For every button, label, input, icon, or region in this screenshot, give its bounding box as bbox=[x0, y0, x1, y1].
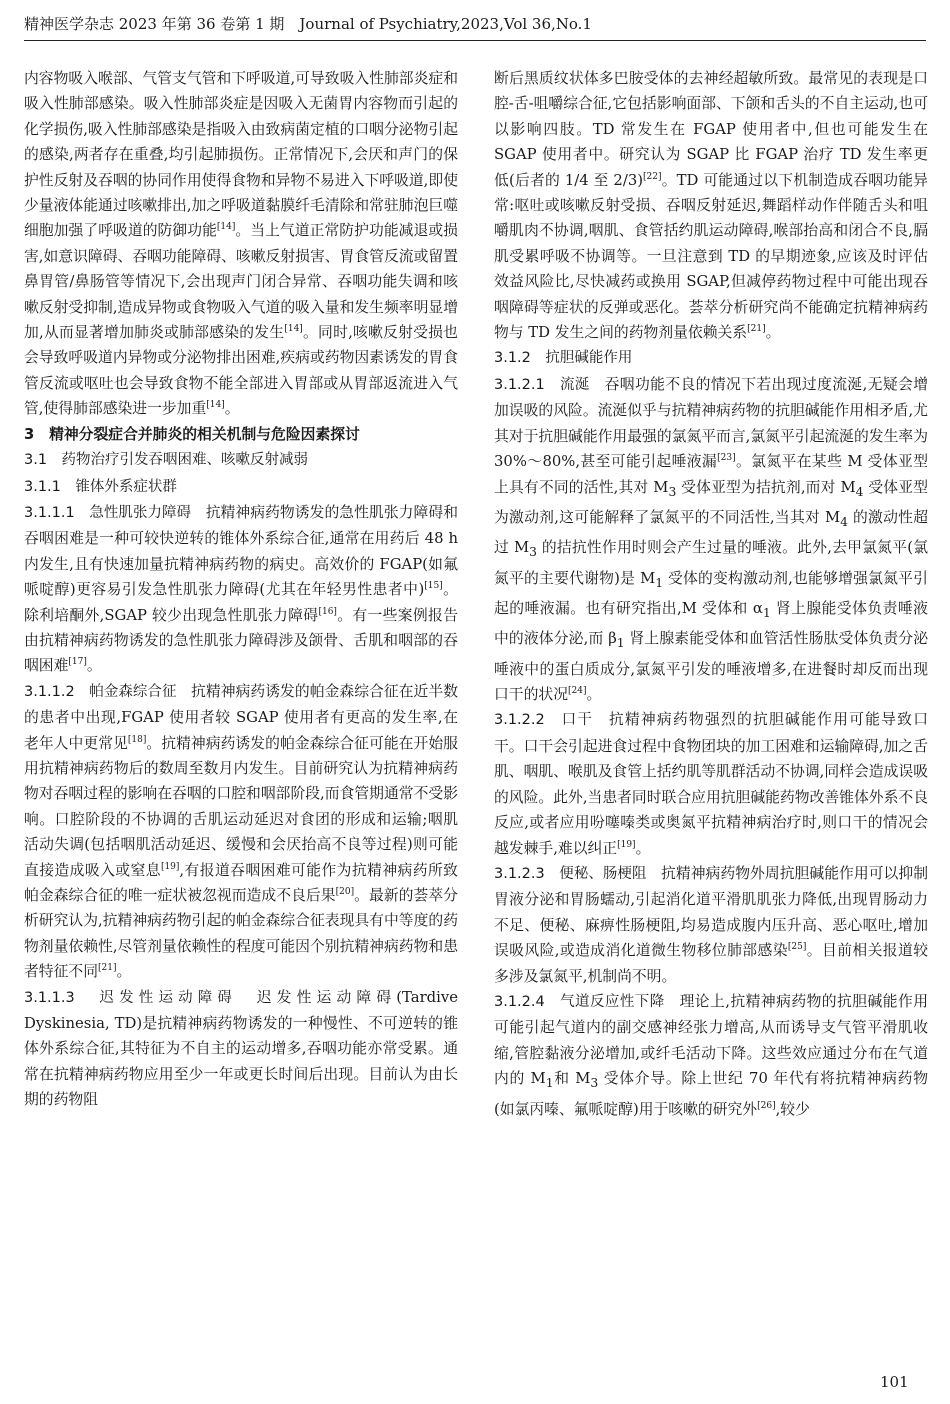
paragraph-td-continued: 断后黑质纹状体多巴胺受体的去神经超敏所致。最常见的表现是口腔-舌-咀嚼综合征,它包括影响面部、下颌和舌头的不自主运动,也可以影响四肢。TD 常发生在 FGAP 使用者中,但也可能发生在 SGAP 使用者中。研究认为 SGAP 比 FGAP 治疗 TD 发生率更低(后者的 1/4 至 2/3)[22]。TD 可能通过以下机制造成吞咽功能异常:呕吐或咳嗽反射受损、吞咽反射延迟,舞蹈样动作伴随舌头和咀嚼肌肉不协调,咽肌、食管括约肌运动障碍,喉部抬高和闭合不良,膈肌受累呼吸不协调等。一旦注意到 TD 的早期迹象,应该及时评估效益风险比,尽快减药或换用 SGAP,但减停药物过程中可能出现吞咽障碍等症状的反弹或恶化。荟萃分析研究尚不能确定抗精神病药物与 TD 发生之间的药物剂量依赖关系[21]。 bbox=[494, 70, 928, 342]
section-heading-3-1-2: 3.1.2 抗胆碱能作用 bbox=[494, 350, 633, 367]
section-heading-3-1-1: 3.1.1 锥体外系症状群 bbox=[24, 478, 177, 495]
journal-running-header: 精神医学杂志 2023 年第 36 卷第 1 期 Journal of Psychiatry,2023,Vol 36,No.1 bbox=[24, 14, 926, 41]
citation-14b: [14] bbox=[284, 324, 303, 335]
paragraph-aspiration-mechanism: 内容物吸入喉部、气管支气管和下呼吸道,可导致吸入性肺部炎症和吸入性肺部感染。吸入性肺部炎症是因吸入无菌胃内容物而引起的化学损伤,吸入性肺部感染是指吸入由致病菌定植的口咽分泌物引起的感染,两者存在重叠,均引起肺损伤。正常情况下,会厌和声门的保护性反射及吞咽的协同作用使得食物和异物不易进入下呼吸道,即使少量液体能通过咳嗽排出,加之呼吸道黏膜纤毛清除和常驻肺泡巨噬细胞加强了呼吸道的防御功能[14]。当上气道正常防护功能减退或损害,如意识障碍、吞咽功能障碍、咳嗽反射损害、胃食管反流或留置鼻胃管/鼻肠管等情况下,会出现声门闭合异常、吞咽功能失调和咳嗽反射受抑制,造成异物或食物吸入气道的吸入量和发生频率明显增加,从而显著增加肺炎或肺部感染的发生[14]。同时,咳嗽反射受损也会导致呼吸道内异物或分泌物排出困难,疾病或药物因素诱发的胃食管反流或呕吐也会导致食物不能全部进入胃部或从胃部返流进入气管,使得肺部感染进一步加重[14]。 bbox=[24, 70, 458, 418]
section-heading-3: 3 精神分裂症合并肺炎的相关机制与危险因素探讨 bbox=[24, 425, 360, 443]
paragraph-tardive-dyskinesia: 3.1.1.3 迟发性运动障碍 迟发性运动障碍(Tardive Dyskinesia, TD)是抗精神病药物诱发的一种慢性、不可逆转的锥体外系综合征,其特征为不自主的运动增多,吞咽功能亦常受累。通常在抗精神病药物应用至少一年或更长时间后出现。目前认为由长期的药物阻 bbox=[24, 988, 458, 1109]
paragraph-airway-reactivity: 3.1.2.4 气道反应性下降 理论上,抗精神病药物的抗胆碱能作用可能引起气道内的副交感神经张力增高,从而诱导支气管平滑肌收缩,管腔黏液分泌增加,或纤毛活动下降。这些效应通过分布在气道内的 $M_1$和 $M_3$ 受体介导。除上世纪 70 年代有将抗精神病药物(如氯丙嗪、氟哌啶醇)用于咳嗽的研究外[26],较少 bbox=[494, 992, 928, 1118]
page-number: 101 bbox=[880, 1373, 909, 1391]
paragraph-parkinsonism: 3.1.1.2 帕金森综合征 抗精神病药诱发的帕金森综合征在近半数的患者中出现,FGAP 使用者较 SGAP 使用者有更高的发生率,在老年人中更常见[18]。抗精神病药诱发的帕金森综合征可能在开始服用抗精神病药物后的数周至数月内发生。目前研究认为抗精神病药物对吞咽过程的影响在吞咽的口腔和咽部阶段,而食管期通常不受影响。口腔阶段的不协调的舌肌运动延迟对食团的形成和运输;咽肌活动失调(包括咽肌活动延迟、缓慢和会厌抬高不良等过程)则可能直接造成吸入或窒息[19],有报道吞咽困难可能作为抗精神病药所致帕金森综合征的唯一症状被忽视而造成不良后果[20]。最新的荟萃分析研究认为,抗精神病药物引起的帕金森综合征表现具有中等度的药物剂量依赖性,尽管剂量依赖性的程度可能因个别抗精神病药物和患者特征不同[21]。 bbox=[24, 682, 458, 981]
right-column bbox=[494, 66, 928, 1122]
paragraph-sialorrhea: 3.1.2.1 流涎 吞咽功能不良的情况下若出现过度流涎,无疑会增加误吸的风险。流涎似乎与抗精神病药物的抗胆碱能作用相矛盾,尤其对于抗胆碱能作用最强的氯氮平而言,氯氮平引起流涎的发生率为 30%～80%,甚至可能引起唾液漏[23]。氯氮平在某些 M 受体亚型上具有不同的活性,其对 $M_3$ 受体亚型为拮抗剂,而对 $M_4$ 受体亚型为激动剂,这可能解释了氯氮平的不同活性,当其对 $M_4$ 的激动性超过 $M_3$ 的拮抗性作用时则会产生过量的唾液。此外,去甲氯氮平(氯氮平的主要代谢物)是 $M_1$ 受体的变构激动剂,也能够增强氯氮平引起的唾液漏。也有研究指出,M 受体和 $\alpha_1$ 肾上腺能受体负责唾液中的液体分泌,而 $\beta_1$ 肾上腺素能受体和血管活性肠肽受体负责分泌唾液中的蛋白质成分,氯氮平引发的唾液增多,在进餐时却反而出现口干的状况[24]。 bbox=[494, 375, 928, 704]
paragraph-acute-dystonia: 3.1.1.1 急性肌张力障碍 抗精神病药物诱发的急性肌张力障碍和吞咽困难是一种可较快逆转的锥体外系综合征,通常在用药后 48 h 内发生,且有快速加量抗精神病药物的病史。高效价的 FGAP(如氟哌啶醇)更容易引发急性肌张力障碍(尤其在年轻男性患者中)[15]。除利培酮外,SGAP 较少出现急性肌张力障碍[16]。有一些案例报告由抗精神病药物诱发的急性肌张力障碍涉及颌骨、舌肌和咽部的吞咽困难[17]。 bbox=[24, 503, 458, 675]
section-heading-3-1: 3.1 药物治疗引发吞咽困难、咳嗽反射减弱 bbox=[24, 452, 309, 469]
paragraph-constipation: 3.1.2.3 便秘、肠梗阻 抗精神病药物外周抗胆碱能作用可以抑制胃液分泌和胃肠蠕动,引起消化道平滑肌肌张力降低,出现胃肠动力不足、便秘、麻痹性肠梗阻,均易造成腹内压升高、恶心呕吐,增加误吸风险,或造成消化道微生物移位肺部感染[25]。目前相关报道较多涉及氯氮平,机制尚不明。 bbox=[494, 864, 928, 985]
citation-14a: [14] bbox=[216, 222, 236, 233]
paragraph-dry-mouth: 3.1.2.2 口干 抗精神病药物强烈的抗胆碱能作用可能导致口干。口干会引起进食过程中食物团块的加工困难和运输障碍,加之舌肌、咽肌、喉肌及食管上括约肌等肌群活动不协调,同样会造成误吸的风险。此外,当患者同时联合应用抗胆碱能药物改善锥体外系不良反应,或者应用吩噻嗪类或奥氮平抗精神病治疗时,则口干的情况会越发棘手,难以纠正[19]。 bbox=[494, 711, 928, 857]
left-column bbox=[24, 66, 458, 1113]
citation-14c: [14] bbox=[206, 400, 225, 411]
